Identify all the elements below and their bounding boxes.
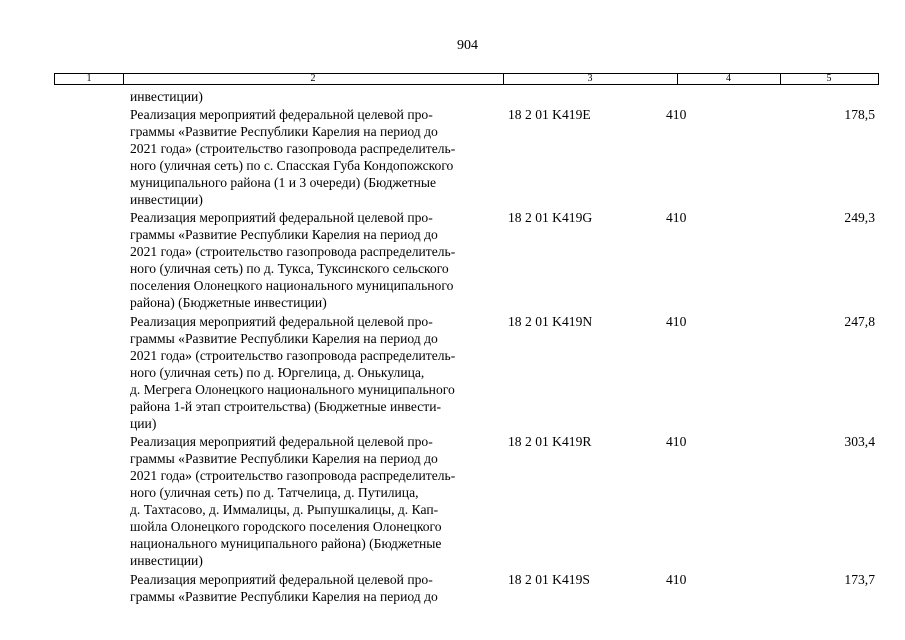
row-description-line: района) (Бюджетные инвестиции): [130, 295, 327, 310]
row-description-line: Реализация мероприятий федеральной целевой про-: [130, 210, 433, 225]
table-header-col-3: 3: [503, 74, 678, 84]
row-description-line: инвестиции): [130, 553, 203, 568]
row-code: 18 2 01 K419E: [508, 107, 591, 122]
row-code: 18 2 01 K419R: [508, 434, 592, 449]
row-expense-type: 410: [666, 434, 687, 449]
table-header: [54, 73, 879, 85]
row-amount: 178,5: [844, 107, 875, 122]
row-description-line: Реализация мероприятий федеральной целевой про-: [130, 572, 433, 587]
row-description-line: ного (уличная сеть) по д. Татчелица, д. Путилица,: [130, 485, 419, 500]
row-description-line: 2021 года» (строительство газопровода распределитель-: [130, 348, 456, 363]
row-description-line: д. Мегрега Олонецкого национального муниципального: [130, 382, 455, 397]
row-amount: 247,8: [844, 314, 875, 329]
row-description-line: граммы «Развитие Республики Карелия на период до: [130, 124, 438, 139]
row-description-line: граммы «Развитие Республики Карелия на период до: [130, 589, 438, 604]
row-expense-type: 410: [666, 210, 687, 225]
row-description-line: граммы «Развитие Республики Карелия на период до: [130, 331, 438, 346]
row-description-line: муниципального района (1 и 3 очереди) (Бюджетные: [130, 175, 437, 190]
row-description-line: ции): [130, 416, 157, 431]
row-amount: 249,3: [844, 210, 875, 225]
row-expense-type: 410: [666, 107, 687, 122]
row-description-line: Реализация мероприятий федеральной целевой про-: [130, 107, 433, 122]
row-description-line: национального муниципального района) (Бюджетные: [130, 536, 442, 551]
table-header-col-5: 5: [826, 73, 832, 84]
row-amount: 303,4: [844, 434, 875, 449]
row-description-line: ного (уличная сеть) по с. Спасская Губа Кондопожского: [130, 158, 454, 173]
row-description-line: граммы «Развитие Республики Карелия на период до: [130, 451, 438, 466]
row-description-line: ного (уличная сеть) по д. Юргелица, д. Онькулица,: [130, 365, 425, 380]
row-description-line: инвестиции): [130, 192, 203, 207]
row-description-line: 2021 года» (строительство газопровода распределитель-: [130, 244, 456, 259]
row-description-line: шойла Олонецкого городского поселения Олонецкого: [130, 519, 442, 534]
row-amount: 173,7: [844, 572, 875, 587]
row-description-line: района 1-й этап строительства) (Бюджетные инвести-: [130, 399, 441, 414]
row-description-line: Реализация мероприятий федеральной целевой про-: [130, 434, 433, 449]
row-description-line: поселения Олонецкого национального муниципального: [130, 278, 454, 293]
table-header-col-4: 4: [677, 74, 781, 84]
row-expense-type: 410: [666, 314, 687, 329]
row-expense-type: 410: [666, 572, 687, 587]
table-header-col-1: 1: [55, 74, 124, 84]
row-code: 18 2 01 K419G: [508, 210, 593, 225]
row-description-line: д. Тахтасово, д. Иммалицы, д. Рыпушкалицы, д. Кап-: [130, 502, 439, 517]
row-description-line: 2021 года» (строительство газопровода распределитель-: [130, 141, 456, 156]
row-description-line: Реализация мероприятий федеральной целевой про-: [130, 314, 433, 329]
table-header-col-2: 2: [123, 74, 504, 84]
row-description-line: 2021 года» (строительство газопровода распределитель-: [130, 468, 456, 483]
row-code: 18 2 01 K419S: [508, 572, 590, 587]
row-code: 18 2 01 K419N: [508, 314, 593, 329]
page-number: 904: [457, 38, 478, 53]
row-description-line: ного (уличная сеть) по д. Тукса, Туксинского сельского: [130, 261, 449, 276]
row-description-line: граммы «Развитие Республики Карелия на период до: [130, 227, 438, 242]
row-description-line: инвестиции): [130, 89, 203, 104]
